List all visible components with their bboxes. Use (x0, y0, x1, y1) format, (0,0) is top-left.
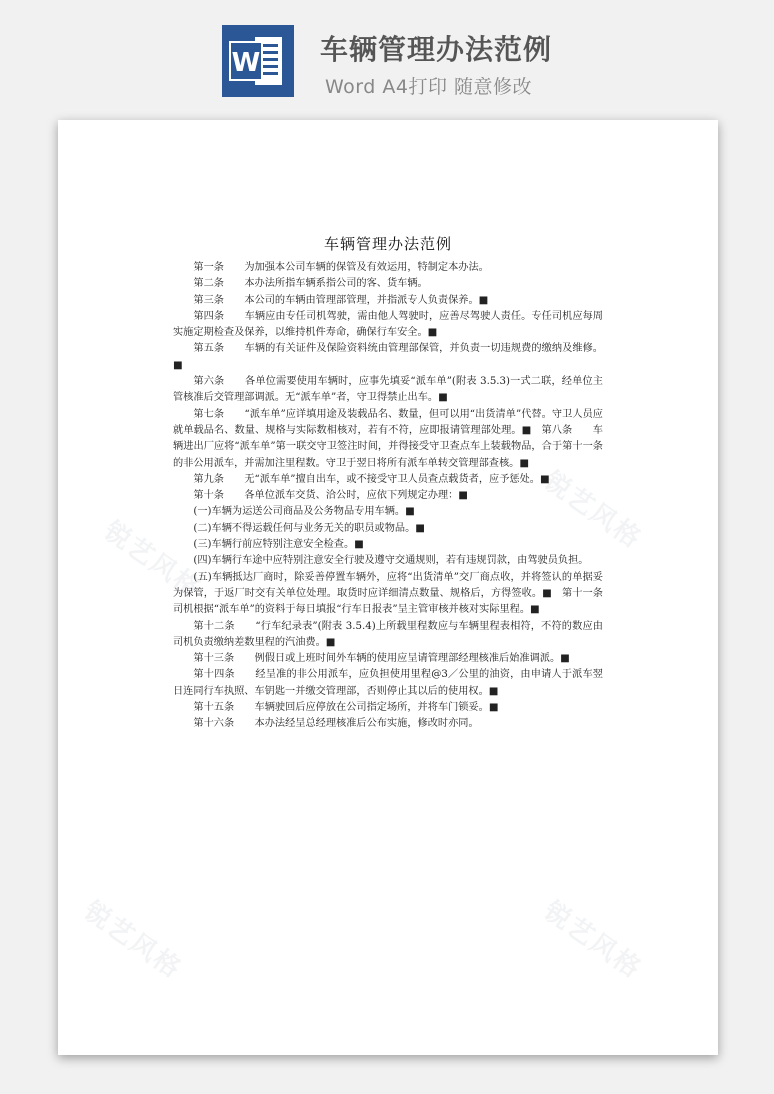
article-paragraph: 第十二条 “行车纪录表”(附表 3.5.4)上所载里程数应与车辆里程表相符，不符的数应由司机负责缴纳差数里程的汽油费。■ (173, 620, 603, 648)
word-icon-letter: W (231, 48, 261, 78)
article-paragraph: 第十三条 例假日或上班时间外车辆的使用应呈请管理部经理核准后始准调派。■ (193, 653, 570, 665)
article-paragraph: 第五条 车辆的有关证件及保险资料统由管理部保管，并负责一切违规费的缴纳及维修。■ (173, 343, 603, 371)
article-paragraph: 第七条 “派车单”应详填用途及装载品名、数量，但可以用“出货清单”代替。守卫人员应就单载品名、数量、规格与实际数相核对，若有不符，应即报请管理部处理。■ 第八条 车辆进出厂应将“派车单”第一联交守卫签注时间，并得接受守卫查点车上装载物品，合于第十一条的非公用派车，并需加注里程数。守卫于翌日将所有派车单转交管理部查核。■ (173, 408, 603, 469)
header-banner (0, 0, 774, 112)
watermark: 锐艺风格 (538, 896, 648, 985)
article-paragraph: 第三条 本公司的车辆由管理部管理，并指派专人负责保养。■ (193, 294, 489, 306)
article-paragraph: (五)车辆抵达厂商时，除妥善停置车辆外，应将“出货清单”交厂商点收，并将签认的单据妥为保管，于返厂时交有关单位处理。取货时应详细清点数量、规格后，方得签收。■ 第十一条 司机根据“派车单”的资料于每日填报“行车日报表”呈主管审核并核对实际里程。■ (173, 571, 624, 616)
article-paragraph: 第四条 车辆应由专任司机驾驶，需由他人驾驶时，应善尽驾驶人责任。专任司机应每周实施定期检查及保养，以维持机件寿命，确保行车安全。■ (173, 310, 603, 339)
article-paragraph: (二)车辆不得运载任何与业务无关的职员或物品。■ (193, 522, 425, 534)
article-paragraph: 第十五条 车辆驶回后应停放在公司指定场所，并将车门锁妥。■ (193, 702, 499, 714)
header-title: 车辆管理办法范例 (320, 33, 553, 66)
article-paragraph: 第十条 各单位派车交货、洽公时，应依下列规定办理：■ (193, 490, 468, 502)
article-paragraph: 第二条 本办法所指车辆系指公司的客、货车辆。 (193, 278, 428, 290)
article-paragraph: 第一条 为加强本公司车辆的保管及有效运用，特制定本办法。 (193, 262, 489, 273)
article-paragraph: 第十六条 本办法经呈总经理核准后公布实施，修改时亦同。 (193, 718, 479, 730)
article-paragraph: (三)车辆行前应特别注意安全检查。■ (193, 539, 364, 551)
word-document-icon (222, 25, 294, 97)
document-page (58, 120, 718, 1055)
watermark: 锐艺风格 (98, 516, 208, 605)
header-subtitle: Word A4打印 随意修改 (325, 76, 533, 98)
watermark: 锐艺风格 (78, 896, 188, 985)
article-paragraph: 第十四条 经呈准的非公用派车，应负担使用里程@3／公里的油资，由申请人于派车翌日连同行车执照、车钥匙一并缴交管理部，否则停止其以后的使用权。■ (173, 669, 603, 697)
document-title: 车辆管理办法范例 (323, 235, 452, 253)
article-paragraph: 第六条 各单位需要使用车辆时，应事先填妥“派车单”(附表 3.5.3)一式二联，经单位主管核准后交管理部调派。无“派车单”者，守卫得禁止出车。■ (173, 376, 603, 404)
article-paragraph: 第九条 无“派车单”擅自出车，或不接受守卫人员查点载货者，应予惩处。■ (193, 473, 550, 485)
article-paragraph: (四)车辆行车途中应特别注意安全行驶及遵守交通规则，若有违规罚款，由驾驶员负担。 (193, 555, 589, 567)
article-paragraph: (一)车辆为运送公司商品及公务物品专用车辆。■ (193, 506, 415, 518)
document-body (173, 260, 624, 733)
watermark: 锐艺风格 (538, 466, 648, 555)
